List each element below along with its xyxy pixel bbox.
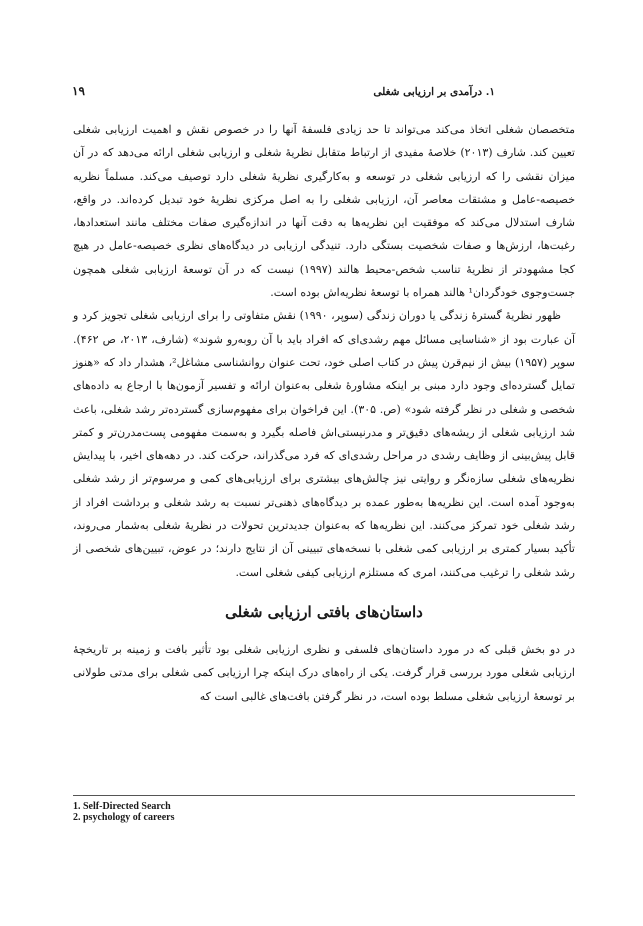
section-heading: داستان‌های بافتی ارزیابی شغلی [225, 602, 423, 621]
running-chapter-title: ۱. درآمدی بر ارزیابی شغلی [373, 86, 495, 98]
footnotes [73, 795, 575, 823]
page-body [73, 118, 575, 708]
body-paragraph-1: متخصصان شغلی اتخاذ می‌کند می‌تواند تا حد زیادی فلسفهٔ آنها را در خصوص نقش و اهمیت ارزیابی شغلی تعیین کند. شارف (۲۰۱۳) خلاصهٔ مفیدی از ارتباط متقابل نظریهٔ شغلی و ارزیابی شغلی ارائه می‌دهد که در آن میزان نقشی را که ارزیابی شغلی در توسعه و به‌کارگیری نظریهٔ شغلی دارد توصیف می‌کند. مسلماً نظریه خصیصه-عامل و مشتقات معاصر آن، ارزیابی شغلی را به اصل مرکزی نظریهٔ خود تبدیل کرده‌اند. در واقع، شارف استدلال می‌کند که موفقیت این نظریه‌ها به دقت آنها در اندازه‌گیری صفات مختلف مانند استعدادها، رغبت‌ها، ارزش‌ها و صفات شخصیت بستگی دارد. تنیدگی ارزیابی در دیدگاه‌های نظری خصیصه-عامل در هیچ کجا مشهودتر از نظریهٔ تناسب شخص-محیط هالند (۱۹۹۷) نیست که در آن توسعهٔ ارزیابی شغلی همچون جست‌وجوی خودگردان¹ هالند همراه با توسعهٔ نظریه‌اش بوده است. [73, 123, 575, 300]
footnote-2: 2. psychology of careers [73, 812, 175, 823]
section-paragraph: در دو بخش قبلی که در مورد داستان‌های فلسفی و نظری ارزیابی شغلی بود تأثیر بافت و زمینه بر تاریخچهٔ ارزیابی شغلی مورد بررسی قرار گرفت. یکی از راه‌های درک اینکه چرا ارزیابی کمی شغلی برای مدتی طولانی بر توسعهٔ ارزیابی شغلی مسلط بوده است، در نظر گرفتن بافت‌های غالبی است که [73, 642, 575, 703]
page-number: ۱۹ [72, 84, 85, 98]
footnote-1: 1. Self-Directed Search [73, 801, 171, 812]
page-header [72, 84, 575, 102]
body-paragraph-2: ظهور نظریهٔ گسترهٔ زندگی یا دوران زندگی (سوپر، ۱۹۹۰) نقش متفاوتی را برای ارزیابی شغلی تجویز کرد و آن عبارت بود از «شناسایی مسائل مهم رشدی‌ای که افراد باید با آن روبه‌رو شوند» (شارف، ۲۰۱۳، ص ۴۶۲). سوپر (۱۹۵۷) بیش از نیم‌قرن پیش در کتاب اصلی خود، تحت عنوان روانشناسی مشاغل²، هشدار داد که «هنوز تمایل گسترده‌ای وجود دارد مبنی بر اینکه مشاورهٔ شغلی به‌عنوان ارائه و تفسیر آزمون‌ها با ارجاع به داده‌های شخصی و شغلی در نظر گرفته شود» (ص. ۳۰۵). این فراخوان برای مفهوم‌سازی گسترده‌تر رشد شغلی، باعث شد ارزیابی شغلی از ریشه‌های دقیق‌تر و مدرنیستی‌اش فاصله بگیرد و به‌سمت مفهومی پست‌مدرن‌تر و کمتر قابل پیش‌بینی از وظایف رشدی در مراحل رشدی‌ای که فرد می‌گذراند، حرکت کند. در دهه‌های اخیر، با پیدایش نظریه‌های شغلی سازه‌نگر و روایتی نیز چالش‌های بیشتری برای ارزیابی‌های کمی و مرسوم‌تر از رشد شغلی به‌وجود آمده است. این نظریه‌ها به‌طور عمده بر دیدگاه‌های ذهنی‌تر نسبت به رشد شغلی و برداشت افراد از رشد شغلی خود تمرکز می‌کنند. این نظریه‌ها که به‌عنوان جدیدترین تحولات در نظریهٔ شغلی به‌شمار می‌روند، تأکید بسیار کمتری بر ارزیابی کمی شغلی با نسخه‌های تبیینی آن از نتایج دارند؛ در عوض، تبیین‌های شخصی از رشد شغلی را ترغیب می‌کنند، امری که مستلزم ارزیابی کیفی شغلی است. [73, 309, 576, 579]
